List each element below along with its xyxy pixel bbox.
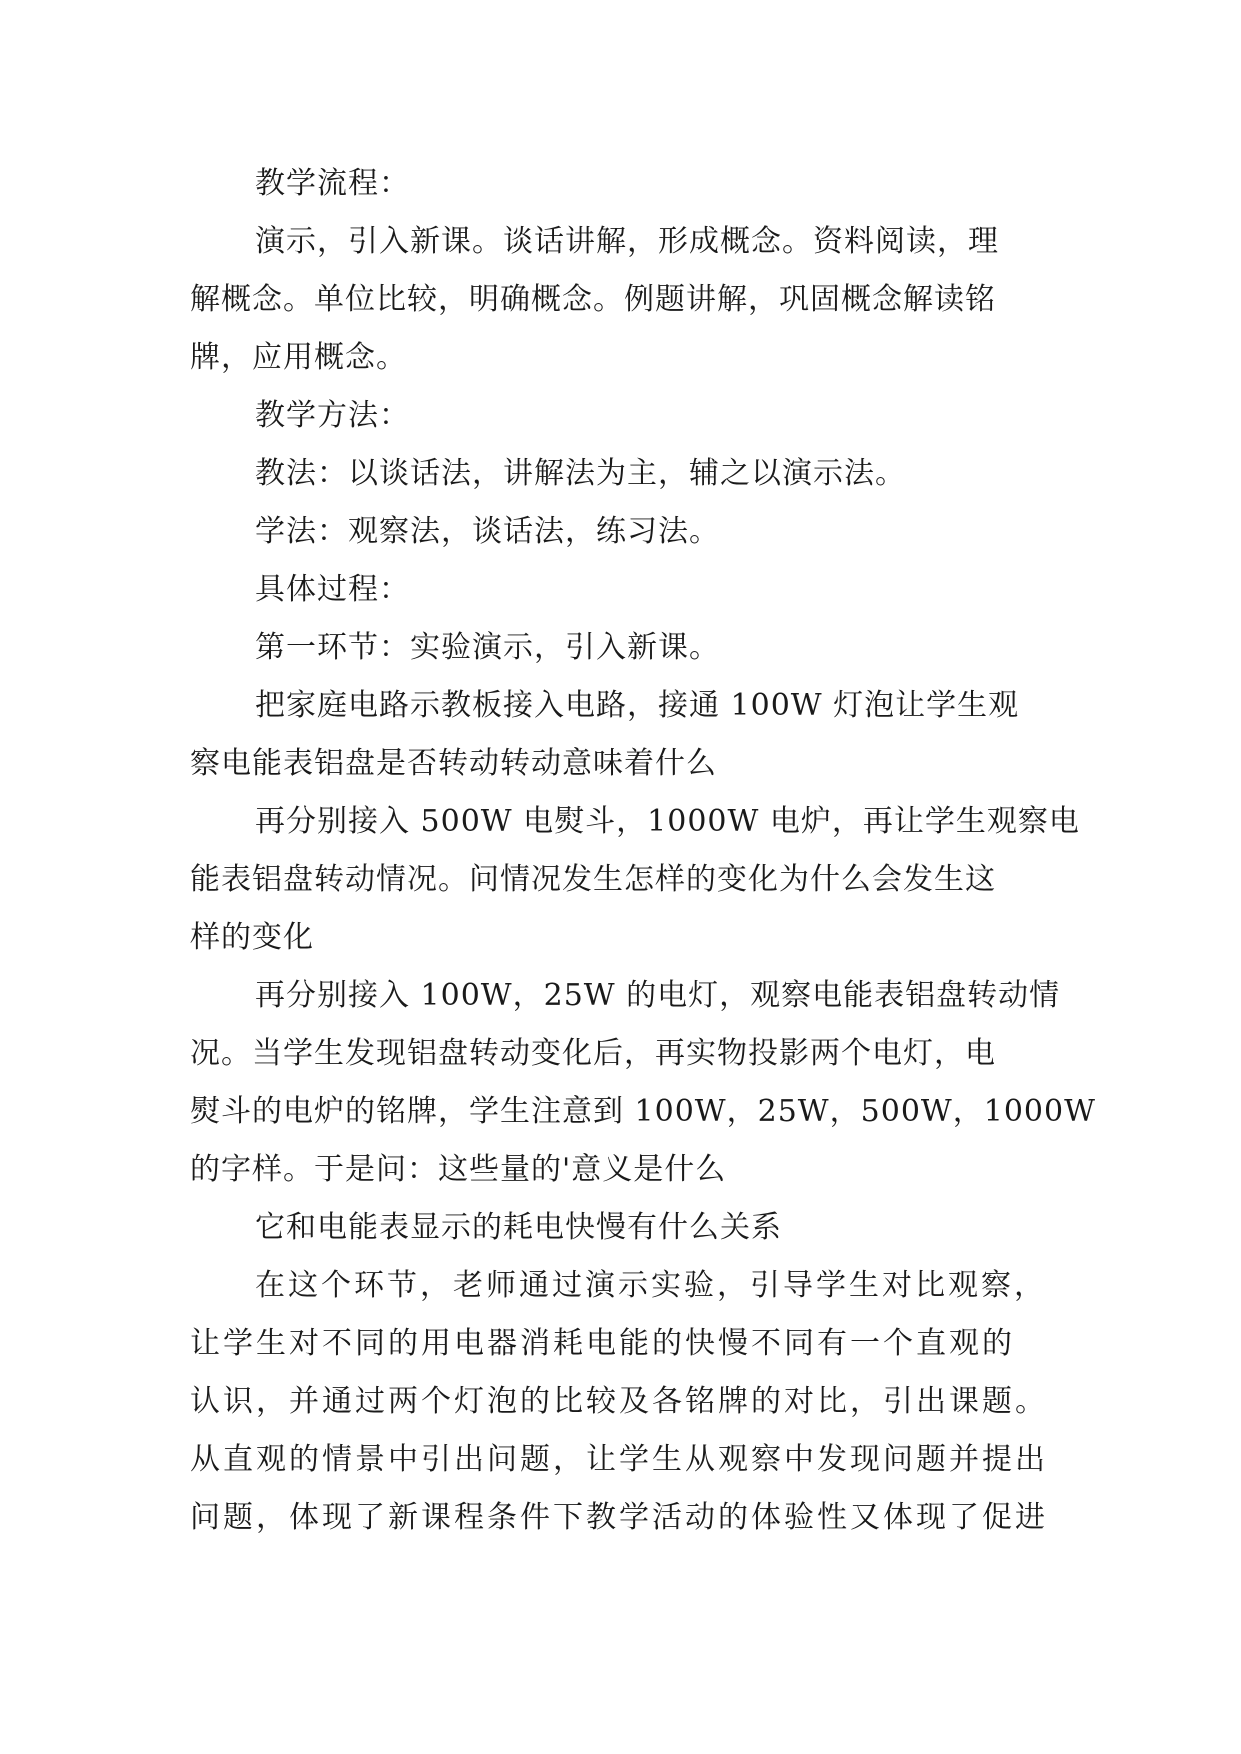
- text-line: 熨斗的电炉的铭牌，学生注意到 100W，25W，500W，1000W: [190, 1094, 1096, 1129]
- text-line: 再分别接入 500W 电熨斗，1000W 电炉，再让学生观察电: [255, 804, 1080, 839]
- text-line: 问题，体现了新课程条件下教学活动的体验性又体现了促进: [190, 1500, 1048, 1535]
- text-line: 把家庭电路示教板接入电路，接通 100W 灯泡让学生观: [255, 688, 1020, 723]
- text-line: 样的变化: [190, 920, 314, 955]
- text-line: 能表铝盘转动情况。问情况发生怎样的变化为什么会发生这: [190, 862, 996, 897]
- text-line: 从直观的情景中引出问题，让学生从观察中发现问题并提出: [190, 1442, 1048, 1477]
- text-line: 牌，应用概念。: [190, 340, 407, 375]
- text-line: 的字样。于是问：这些量的'意义是什么: [190, 1152, 727, 1187]
- text-line-heading-teaching-methods: 教学方法：: [255, 398, 410, 433]
- text-line: 况。当学生发现铝盘转动变化后，再实物投影两个电灯，电: [190, 1036, 996, 1071]
- text-line: 再分别接入 100W，25W 的电灯，观察电能表铝盘转动情: [255, 978, 1061, 1013]
- text-line: 学法：观察法，谈话法，练习法。: [255, 514, 720, 549]
- text-line: 察电能表铝盘是否转动转动意味着什么: [190, 746, 717, 781]
- document-body: [190, 155, 1096, 1547]
- text-line: 教法：以谈话法，讲解法为主，辅之以演示法。: [255, 456, 906, 491]
- text-line: 它和电能表显示的耗电快慢有什么关系: [255, 1210, 782, 1245]
- text-line-heading-process: 具体过程：: [255, 572, 410, 607]
- text-line-heading-section-one: 第一环节：实验演示，引入新课。: [255, 630, 720, 665]
- text-line-heading-teaching-flow: 教学流程：: [255, 166, 410, 201]
- text-line: 让学生对不同的用电器消耗电能的快慢不同有一个直观的: [190, 1326, 1015, 1361]
- text-line: 演示，引入新课。谈话讲解，形成概念。资料阅读，理: [255, 224, 999, 259]
- text-line: 认识，并通过两个灯泡的比较及各铭牌的对比，引出课题。: [190, 1384, 1048, 1419]
- text-line: 解概念。单位比较，明确概念。例题讲解，巩固概念解读铭: [190, 282, 996, 317]
- text-line: 在这个环节，老师通过演示实验，引导学生对比观察，: [255, 1268, 1047, 1303]
